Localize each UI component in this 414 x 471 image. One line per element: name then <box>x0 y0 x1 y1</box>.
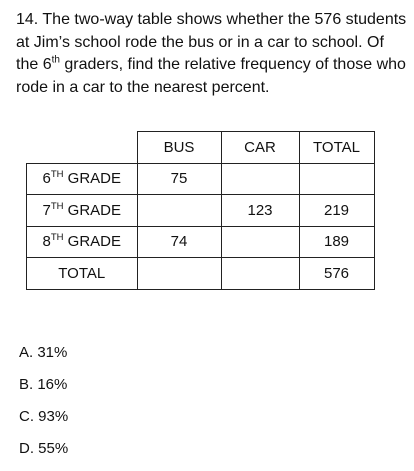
table-row-6th-grade <box>27 163 375 195</box>
cell-7th-total: 219 <box>299 195 374 227</box>
cell-total-car <box>221 258 299 290</box>
grade-word: GRADE <box>63 170 122 188</box>
question-ordinal-suffix: th <box>51 54 60 66</box>
grade-number: 8 <box>42 233 51 251</box>
grade-number: 7 <box>42 201 51 219</box>
table-row-total <box>27 258 375 290</box>
table-header-row <box>27 132 375 164</box>
grade-suffix: TH <box>50 200 64 212</box>
cell-total-bus <box>137 258 221 290</box>
grade-word: GRADE <box>63 233 122 251</box>
table-corner-cell <box>27 132 138 164</box>
grade-suffix: TH <box>50 232 64 244</box>
header-bus: BUS <box>137 132 221 164</box>
row-label-6th-grade <box>27 163 138 195</box>
cell-6th-car <box>221 163 299 195</box>
question-text-part1: 14. The two-way table shows whether the 576 students at Jim’s school rode the bus or in a car to school. Of the 6 <box>16 11 407 73</box>
grade-word: GRADE <box>63 201 122 219</box>
question-text <box>16 9 408 99</box>
cell-8th-car <box>221 226 299 258</box>
row-label-total: TOTAL <box>27 258 138 290</box>
answer-choices <box>19 343 68 471</box>
cell-7th-car: 123 <box>221 195 299 227</box>
cell-6th-bus: 75 <box>137 163 221 195</box>
table-row-7th-grade <box>27 195 375 227</box>
cell-7th-bus <box>137 195 221 227</box>
header-total: TOTAL <box>299 132 374 164</box>
choice-c[interactable]: C. 93% <box>19 408 69 425</box>
choice-a[interactable]: A. 31% <box>19 344 68 361</box>
choice-b[interactable]: B. 16% <box>19 376 68 393</box>
cell-8th-bus: 74 <box>137 226 221 258</box>
header-car: CAR <box>221 132 299 164</box>
two-way-table <box>26 131 375 290</box>
row-label-8th-grade <box>27 226 138 258</box>
grade-number: 6 <box>42 170 51 188</box>
table-row-8th-grade <box>27 226 375 258</box>
cell-6th-total <box>299 163 374 195</box>
cell-total-total: 576 <box>299 258 374 290</box>
cell-8th-total: 189 <box>299 226 374 258</box>
row-label-7th-grade <box>27 195 138 227</box>
grade-suffix: TH <box>50 169 64 181</box>
choice-d[interactable]: D. 55% <box>19 440 69 457</box>
question-text-part2: graders, find the relative frequency of those who rode in a car to the nearest percent. <box>16 56 406 96</box>
